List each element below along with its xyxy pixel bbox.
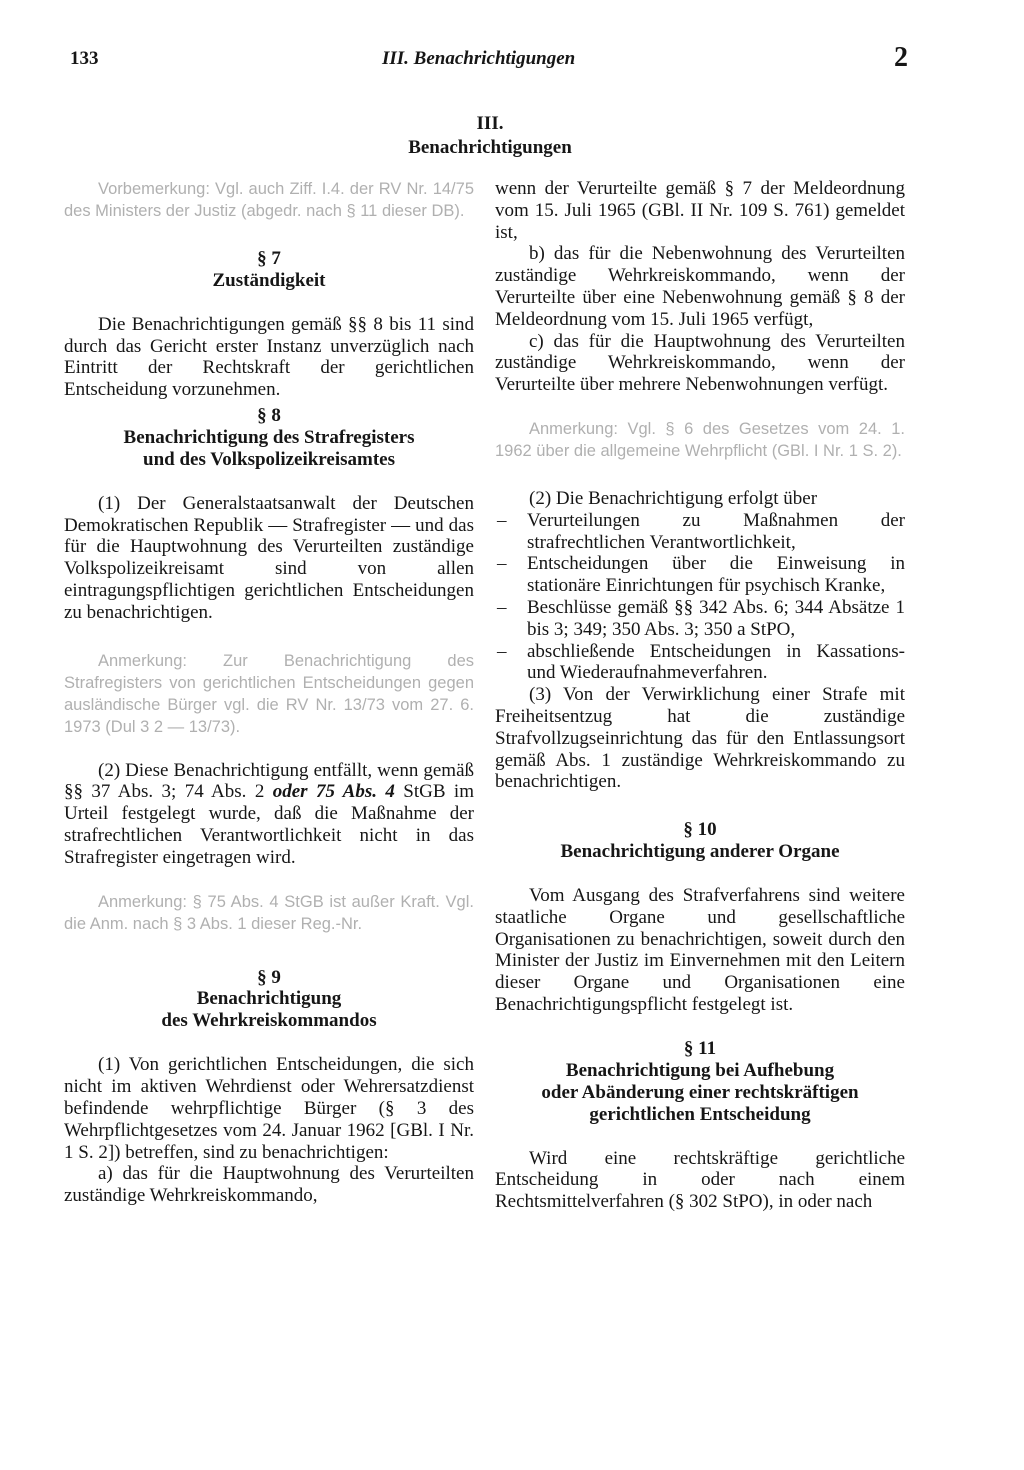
paragraph-7-number: § 7 xyxy=(257,248,281,269)
paragraph-7-title: Zuständigkeit xyxy=(212,269,326,291)
paragraph-8-note-2: Anmerkung: § 75 Abs. 4 StGB ist außer Kraft. Vgl. die Anm. nach § 3 Abs. 1 dieser Reg.-Nr. xyxy=(64,892,474,933)
paragraph-9-item-c: c) das für die Hauptwohnung des Verurteilten zuständige Wehrkreiskommando, wenn der Verurteilte über mehrere Nebenwohnungen verfügt. xyxy=(495,330,905,396)
paragraph-10-number: § 10 xyxy=(683,819,717,841)
list-item: – abschließende Entscheidungen in Kassations- und Wiederaufnahmeverfahren. xyxy=(495,641,905,685)
chapter-heading xyxy=(380,112,600,160)
paragraph-11-title-line3: gerichtlichen Entscheidung xyxy=(589,1103,811,1125)
list-item: – Entscheidungen über die Einweisung in stationäre Einrichtungen für psychisch Kranke, xyxy=(495,553,905,597)
paragraph-8-number: § 8 xyxy=(257,404,281,426)
paragraph-11-text: Wird eine rechtskräftige gerichtliche Entscheidung in oder nach einem Rechtsmittelverfahren (§ 302 StPO), in oder nach xyxy=(495,1147,905,1213)
paragraph-9-section-2-intro: (2) Die Benachrichtigung erfolgt über xyxy=(529,487,818,509)
paragraph-8-note: Anmerkung: Zur Benachrichtigung des Strafregisters von gerichtlichen Entscheidungen gegen ausländische Bürger vgl. die RV Nr. 13/73 vom 27. 6. 1973 (Dul 3 2 — 13/73). xyxy=(64,651,474,736)
paragraph-9-item-a: a) das für die Hauptwohnung des Verurteilten zuständige Wehrkreiskommando, xyxy=(64,1163,474,1207)
paragraph-11-title-line2: oder Abänderung einer rechtskräftigen xyxy=(541,1081,859,1103)
paragraph-8-title-line2: und des Volkspolizeikreisamtes xyxy=(143,448,395,470)
chapter-number: III. xyxy=(476,113,504,134)
preliminary-note: Vorbemerkung: Vgl. auch Ziff. I.4. der RV Nr. 14/75 des Ministers der Justiz (abgedr. nach § 11 dieser DB). xyxy=(64,180,474,220)
paragraph-9-continuation: wenn der Verurteilte gemäß § 7 der Meldeordnung vom 15. Juli 1965 (GBl. II Nr. 109 S. 761) gemeldet ist, xyxy=(495,178,905,243)
running-header xyxy=(70,42,908,76)
page-number: 133 xyxy=(70,48,99,69)
paragraph-7-text: Die Benachrichtigungen gemäß §§ 8 bis 11 sind durch das Gericht erster Instanz unverzüglich nach Eintritt der Rechtskraft der gerichtlichen Entscheidung vorzunehmen. xyxy=(64,313,474,401)
paragraph-9-title-line1: Benachrichtigung xyxy=(196,988,342,1010)
running-title: III. Benachrichtigungen xyxy=(382,48,576,69)
paragraph-9-section-1: (1) Von gerichtlichen Entscheidungen, die sich nicht im aktiven Wehrdienst oder Wehrersatzdienst befindende wehrpflichtige Bürger (§ 3 des Wehrpflichtgesetzes vom 24. Januar 1962 [GBl. I Nr. 1 S. 2]) betreffen, sind zu benachrichtigen: xyxy=(64,1054,474,1163)
paragraph-9-note: Anmerkung: Vgl. § 6 des Gesetzes vom 24. 1. 1962 über die allgemeine Wehrpflicht (GBl. I Nr. 1 S. 2). xyxy=(495,419,905,460)
right-column xyxy=(495,178,905,1213)
list-item: – Beschlüsse gemäß §§ 342 Abs. 6; 344 Absätze 1 bis 3; 349; 350 Abs. 3; 350 a StPO, xyxy=(495,597,905,641)
paragraph-10-text: Vom Ausgang des Strafverfahrens sind weitere staatliche Organe und gesellschaftliche Organisationen zu benachrichtigen, soweit durch den Minister der Justiz im Einvernehmen mit den Leitern dieser Organe und Organisationen eine Benachrichtigungspflicht festgelegt ist. xyxy=(495,884,905,1015)
paragraph-8-title-line1: Benachrichtigung des Strafregisters xyxy=(123,426,415,448)
paragraph-11-title-line1: Benachrichtigung bei Aufhebung xyxy=(565,1059,835,1081)
paragraph-8-section-2: (2) Diese Benachrichtigung entfällt, wenn gemäß §§ 37 Abs. 3; 74 Abs. 2 oder 75 Abs. 4 StGB im Urteil festgelegt wurde, daß die Maßnahme der strafrechtlichen Verantwortlichkeit nicht in das Strafregister eingetragen wird. xyxy=(64,759,474,868)
paragraph-9-number: § 9 xyxy=(257,966,281,988)
paragraph-9-section-3: (3) Von der Verwirklichung einer Strafe mit Freiheitsentzug hat die zuständige Strafvollzugseinrichtung das für den Entlassungsort gemäß Abs. 1 zuständige Wehrkreiskommando zu benachrichtigen. xyxy=(495,684,905,793)
chapter-title: Benachrichtigungen xyxy=(408,137,572,158)
left-column xyxy=(64,178,474,1207)
paragraph-8-section-1: (1) Der Generalstaatsanwalt der Deutschen Demokratischen Republik — Strafregister — und das für die Hauptwohnung des Verurteilten zuständige Volkspolizeikreisamt sind von allen eintragungspflichtigen gerichtlichen Entscheidungen zu benachrichtigen. xyxy=(64,492,474,623)
paragraph-11-number: § 11 xyxy=(683,1037,717,1059)
section-number: 2 xyxy=(894,42,908,73)
paragraph-10-title: Benachrichtigung anderer Organe xyxy=(560,840,840,862)
list-item: – Verurteilungen zu Maßnahmen der strafrechtlichen Verantwortlichkeit, xyxy=(495,510,905,554)
notification-list xyxy=(495,510,905,684)
paragraph-9-item-b: b) das für die Nebenwohnung des Verurteilten zuständige Wehrkreiskommando, wenn der Verurteilte über eine Nebenwohnung gemäß § 8 der Meldeordnung vom 15. Juli 1965 verfügt, xyxy=(495,243,905,330)
paragraph-9-title-line2: des Wehrkreiskommandos xyxy=(161,1010,377,1032)
